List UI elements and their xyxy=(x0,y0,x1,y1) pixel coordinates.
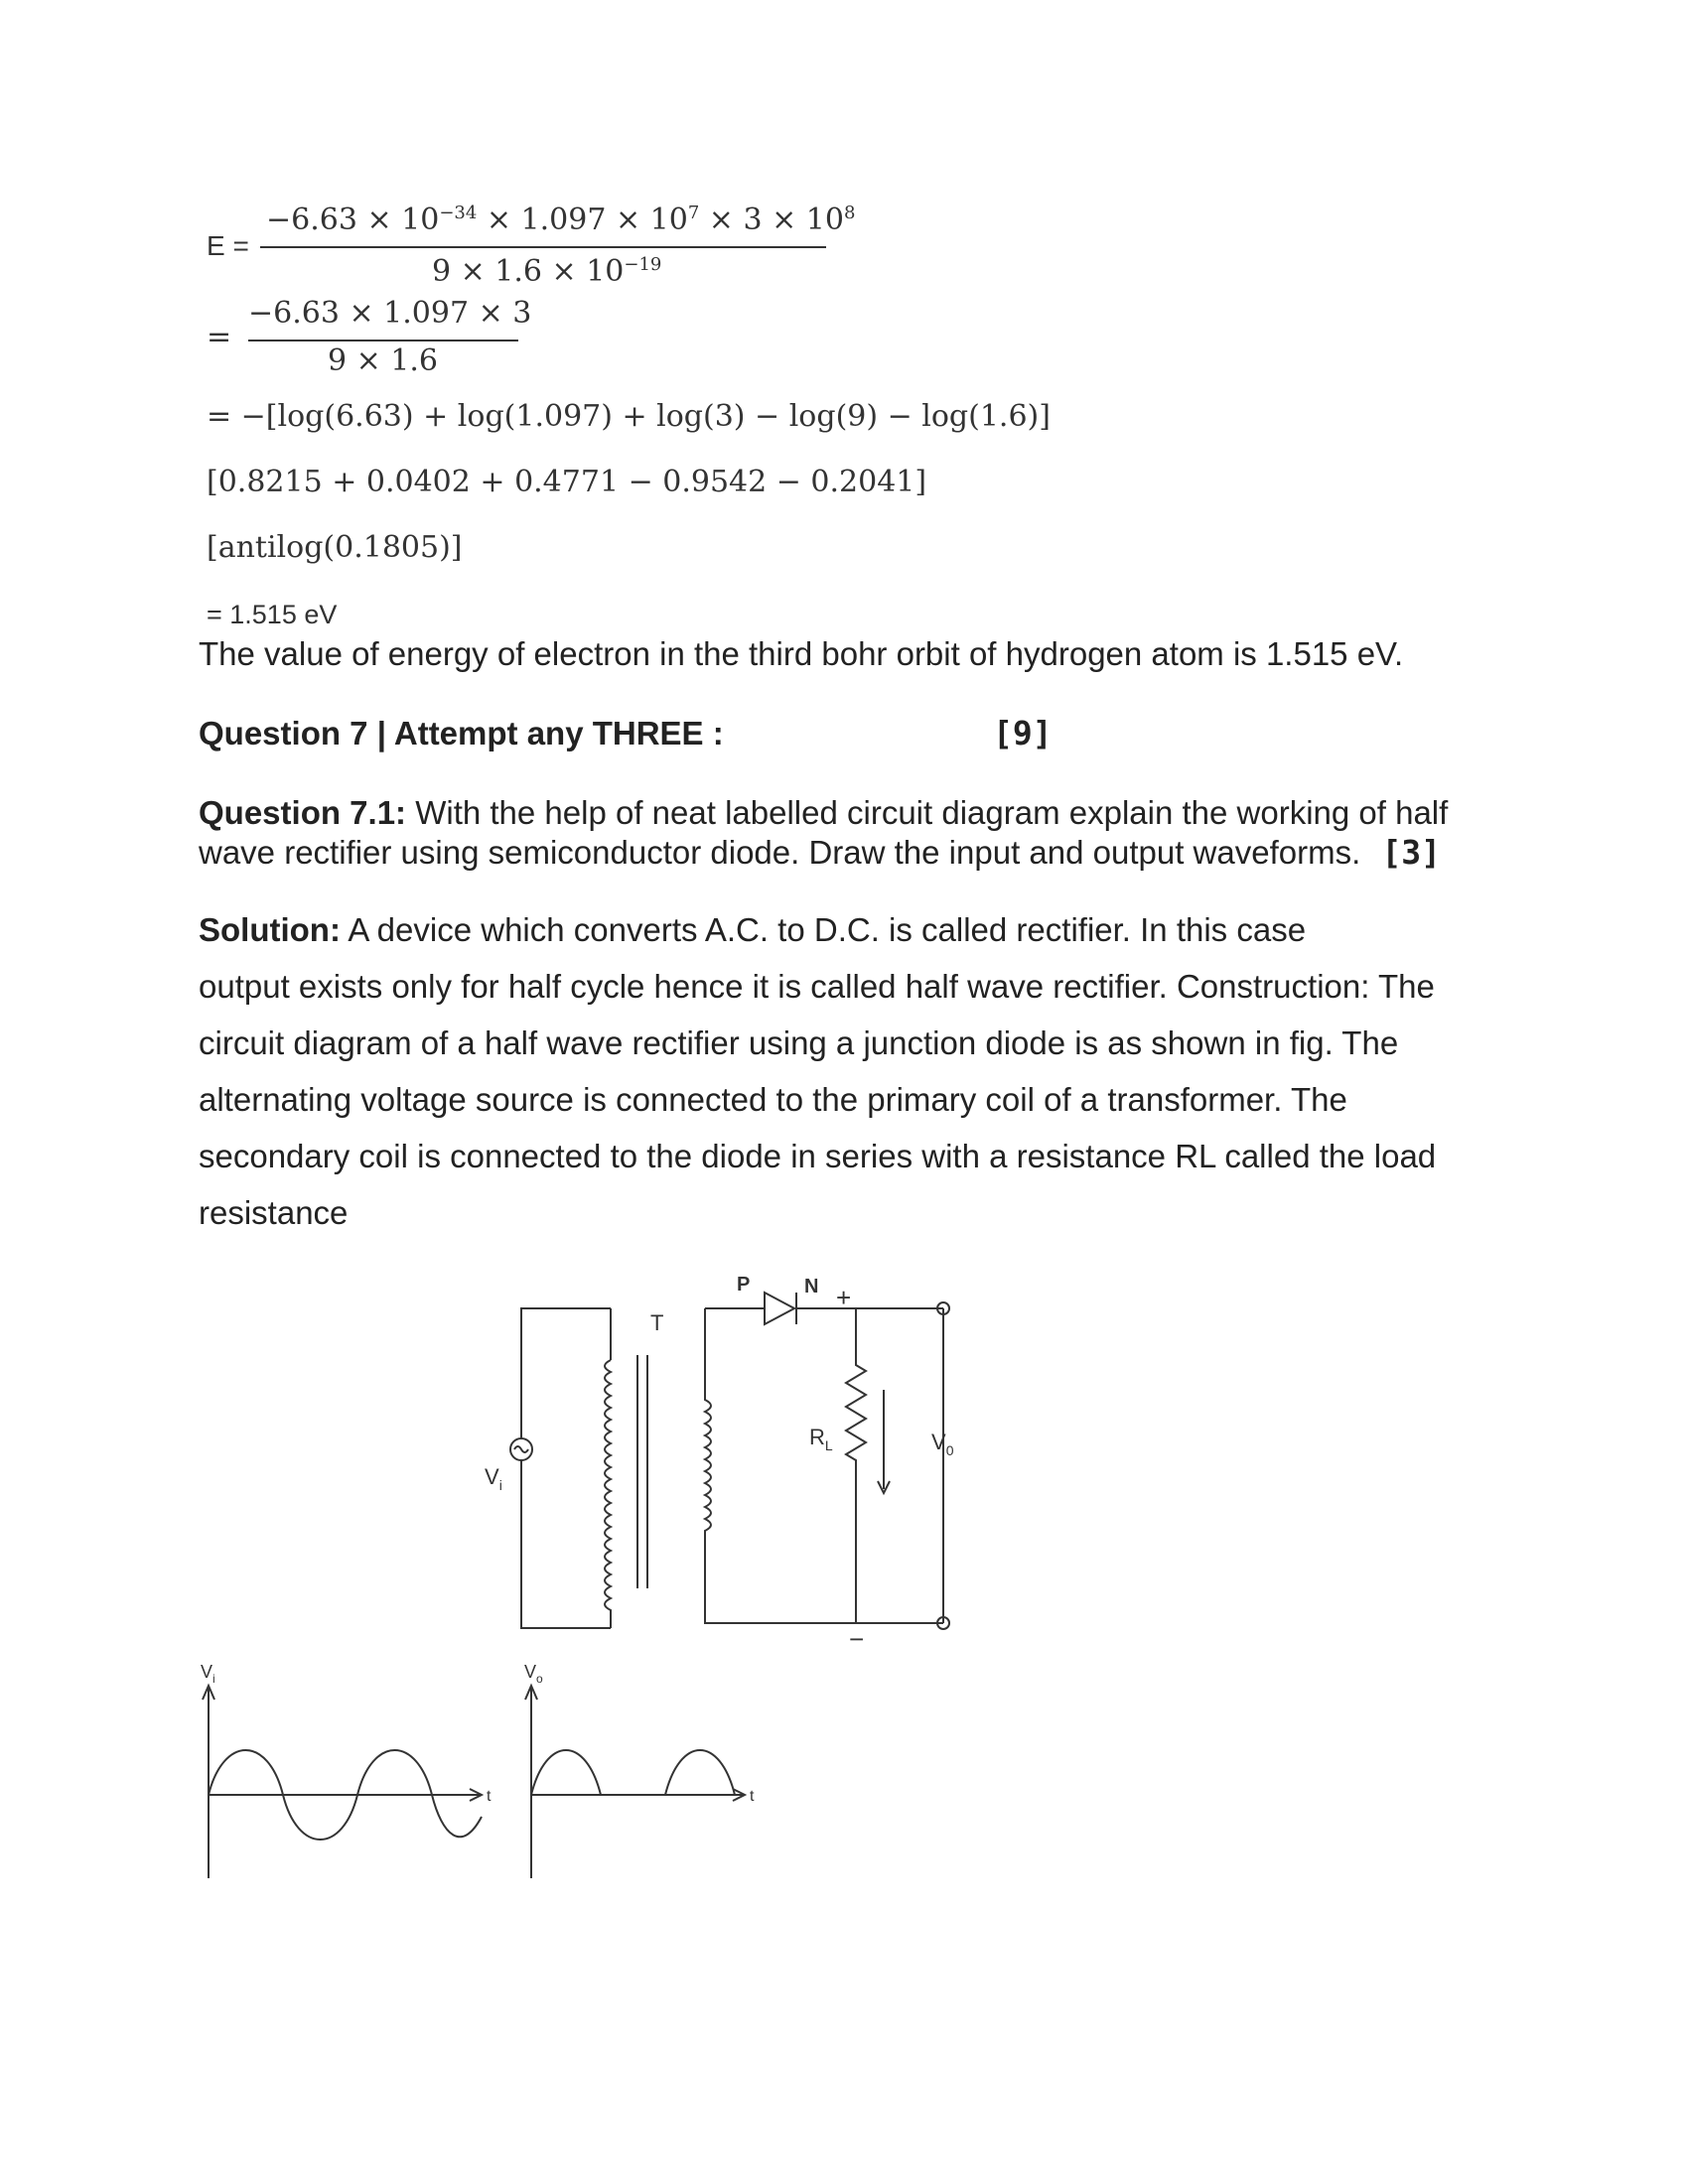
conclusion-text: The value of energy of electron in the third bohr orbit of hydrogen atom is 1.515 eV. xyxy=(199,635,1404,672)
load-resistor xyxy=(846,1308,866,1623)
diode-symbol xyxy=(765,1293,794,1324)
question71-label: Question 7.1: xyxy=(199,794,407,831)
label-Vo: $V_0$ xyxy=(931,1430,954,1458)
frac1-denominator: $9 \times 1.6 \times 10^{-19}$ xyxy=(432,254,662,289)
input-label: $V_i$ xyxy=(201,1662,215,1686)
output-t-label: t xyxy=(750,1788,755,1805)
eq-line5: [antilog(0.1805)] xyxy=(207,530,463,565)
eq-lhs: E = xyxy=(207,230,249,261)
primary-coil xyxy=(605,1360,611,1628)
frac1-bar xyxy=(260,246,826,248)
solution-label: Solution: xyxy=(199,911,341,948)
solution-line1: Solution: A device which converts A.C. to D.C. is called rectifier. In this case xyxy=(199,911,1307,948)
frac2-denominator: 9 × 1.6 xyxy=(328,343,439,378)
label-P: P xyxy=(737,1274,751,1296)
waveforms xyxy=(189,1658,784,1896)
eq-line4: [0.8215 + 0.0402 + 0.4771 − 0.9542 − 0.2041] xyxy=(207,465,927,499)
secondary-coil xyxy=(705,1308,943,1623)
question71-line1: Question 7.1: With the help of neat labelled circuit diagram explain the working of half xyxy=(199,794,1449,831)
question7-heading: Question 7 | Attempt any THREE : xyxy=(199,715,724,751)
frac2-bar xyxy=(248,340,518,341)
output-label: $V_o$ xyxy=(524,1662,543,1686)
label-T: T xyxy=(650,1310,664,1335)
half-wave-rectifier-circuit xyxy=(467,1261,1023,1658)
label-N: N xyxy=(804,1276,819,1297)
question71-marks: [3] xyxy=(1381,833,1442,872)
input-t-label: t xyxy=(487,1788,492,1805)
question71-line2: wave rectifier using semiconductor diode. Draw the input and output waveforms. [3] xyxy=(199,833,1442,872)
label-minus: − xyxy=(849,1624,865,1654)
solution-line5: secondary coil is connected to the diode in series with a resistance RL called the load xyxy=(199,1138,1437,1174)
label-plus: + xyxy=(836,1283,852,1312)
output-half-wave-2 xyxy=(665,1750,735,1795)
primary-wire xyxy=(521,1308,611,1628)
eq2-sign: = xyxy=(207,320,232,354)
label-RL: $R_L$ xyxy=(809,1425,833,1453)
solution-line4: alternating voltage source is connected to the primary coil of a transformer. The xyxy=(199,1081,1347,1118)
eq-line3: = −[log(6.63) + log(1.097) + log(3) − log(9) − log(1.6)] xyxy=(207,399,1051,434)
solution-line3: circuit diagram of a half wave rectifier using a junction diode is as shown in fig. The xyxy=(199,1024,1399,1061)
frac2-numerator: −6.63 × 1.097 × 3 xyxy=(248,296,532,331)
solution-line2: output exists only for half cycle hence it is called half wave rectifier. Construction: The xyxy=(199,968,1435,1005)
frac1-numerator: $-6.63 \times 10^{-34} \times 1.097 \times 10^7 \times 3 \times 10^8$ xyxy=(266,203,856,237)
question7-marks: [9] xyxy=(993,714,1053,752)
output-half-wave-1 xyxy=(531,1750,601,1795)
solution-line6: resistance xyxy=(199,1194,349,1231)
label-Vi: $V_i$ xyxy=(485,1464,502,1493)
eq-result: = 1.515 eV xyxy=(207,600,338,629)
